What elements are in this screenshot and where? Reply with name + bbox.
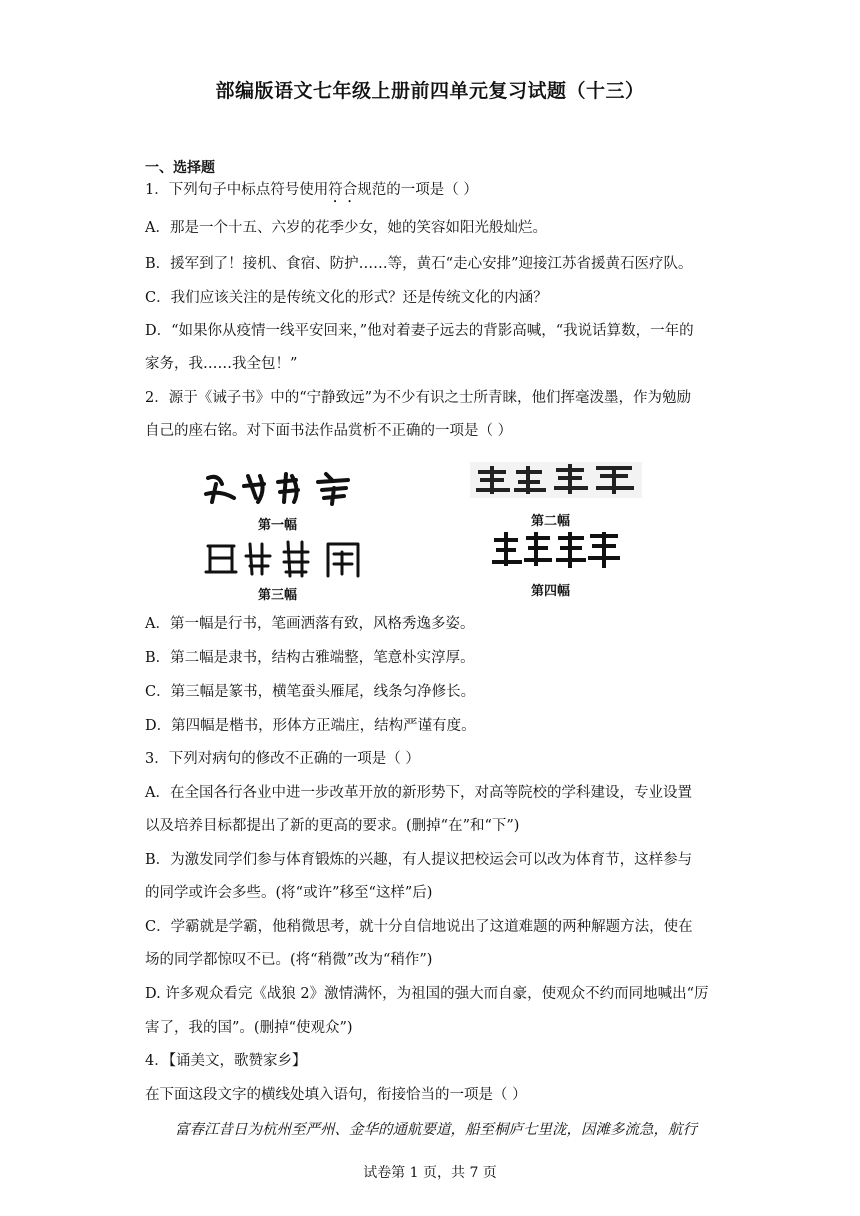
q1-option-d-line2: 家务，我……我全包！” — [145, 356, 298, 372]
q3-option-c-line2: 场的同学都惊叹不已。(将“稍微”改为“稍作”) — [145, 952, 433, 968]
page-title: 部编版语文七年级上册前四单元复习试题（十三） — [215, 80, 645, 102]
q1-option-b: B．援军到了！接机、食宿、防护……等，黄石“走心安排”迎接江苏省援黄石医疗队。 — [145, 256, 693, 272]
q2-option-a: A．第一幅是行书，笔画洒落有致，风格秀逸多姿。 — [145, 616, 475, 632]
q2-stem-line2: 自己的座右铭。对下面书法作品赏析不正确的一项是（ ） — [145, 423, 513, 439]
q3-option-b-line2: 的同学或许会多些。(将“或许”移至“这样”后) — [145, 885, 433, 901]
calligraphy-caption-2: 第二幅 — [531, 514, 571, 529]
calligraphy-image-1 — [200, 468, 370, 508]
calligraphy-image-4 — [490, 530, 620, 572]
q3-option-d-line2: 害了，我的国”。(删掉“使观众”) — [145, 1020, 353, 1036]
q3-option-a-line1: A．在全国各行各业中进一步改革开放的新形势下，对高等院校的学科建设，专业设置 — [145, 785, 692, 801]
q2-option-d: D．第四幅是楷书，形体方正端庄，结构严谨有度。 — [145, 718, 476, 734]
q3-option-c-line1: C．学霸就是学霸，他稍微思考，就十分自信地说出了这道难题的两种解题方法，使在 — [145, 919, 693, 935]
q1-stem-after: 规范的一项是（ ） — [357, 182, 478, 198]
q1-option-d-line1: D．“如果你从疫情一线平安回来，”他对着妻子远去的背影高喊，“我说话算数，一年的 — [145, 323, 694, 339]
calligraphy-image-3 — [200, 538, 368, 580]
calligraphy-image-2 — [470, 462, 642, 498]
q4-stem: 4．【诵美文，歌赞家乡】 — [145, 1053, 307, 1069]
q4-intro: 在下面这段文字的横线处填入语句，衔接恰当的一项是（ ） — [145, 1087, 527, 1103]
calligraphy-caption-3: 第三幅 — [258, 588, 298, 603]
q1-option-c: C．我们应该关注的是传统文化的形式？还是传统文化的内涵？ — [145, 290, 548, 306]
q2-stem-line1: 2．源于《诫子书》中的“宁静致远”为不少有识之士所青睐，他们挥毫泼墨，作为勉励 — [145, 390, 692, 406]
q3-option-d-line1: D. 许多观众看完《战狼 2》激情满怀，为祖国的强大而自豪，使观众不约而同地喊出“厉 — [145, 986, 709, 1002]
q1-stem-before: 1．下列句子中标点符号使用 — [145, 182, 329, 198]
q1-stem-emphasis: 符合 — [328, 182, 358, 198]
section-heading: 一、选择题 — [145, 160, 215, 176]
calligraphy-caption-4: 第四幅 — [531, 584, 571, 599]
calligraphy-caption-1: 第一幅 — [258, 518, 298, 533]
q1-option-a: A．那是一个十五、六岁的花季少女，她的笑容如阳光般灿烂。 — [145, 220, 547, 236]
q4-passage: 富春江昔日为杭州至严州、金华的通航要道，船至桐庐七里泷，因滩多流急，航行 — [175, 1122, 697, 1138]
q2-option-c: C．第三幅是篆书，横笔蚕头雁尾，线条匀净修长。 — [145, 684, 476, 700]
q2-option-b: B．第二幅是隶书，结构古雅端整，笔意朴实淳厚。 — [145, 650, 475, 666]
page-footer: 试卷第 1 页，共 7 页 — [363, 1165, 497, 1181]
q3-option-b-line1: B．为激发同学们参与体育锻炼的兴趣，有人提议把校运会可以改为体育节，这样参与 — [145, 852, 693, 868]
q3-option-a-line2: 以及培养目标都提出了新的更高的要求。(删掉“在”和“下”) — [145, 818, 520, 834]
q3-stem: 3．下列对病句的修改不正确的一项是（ ） — [145, 751, 420, 767]
q1-stem — [145, 180, 725, 206]
